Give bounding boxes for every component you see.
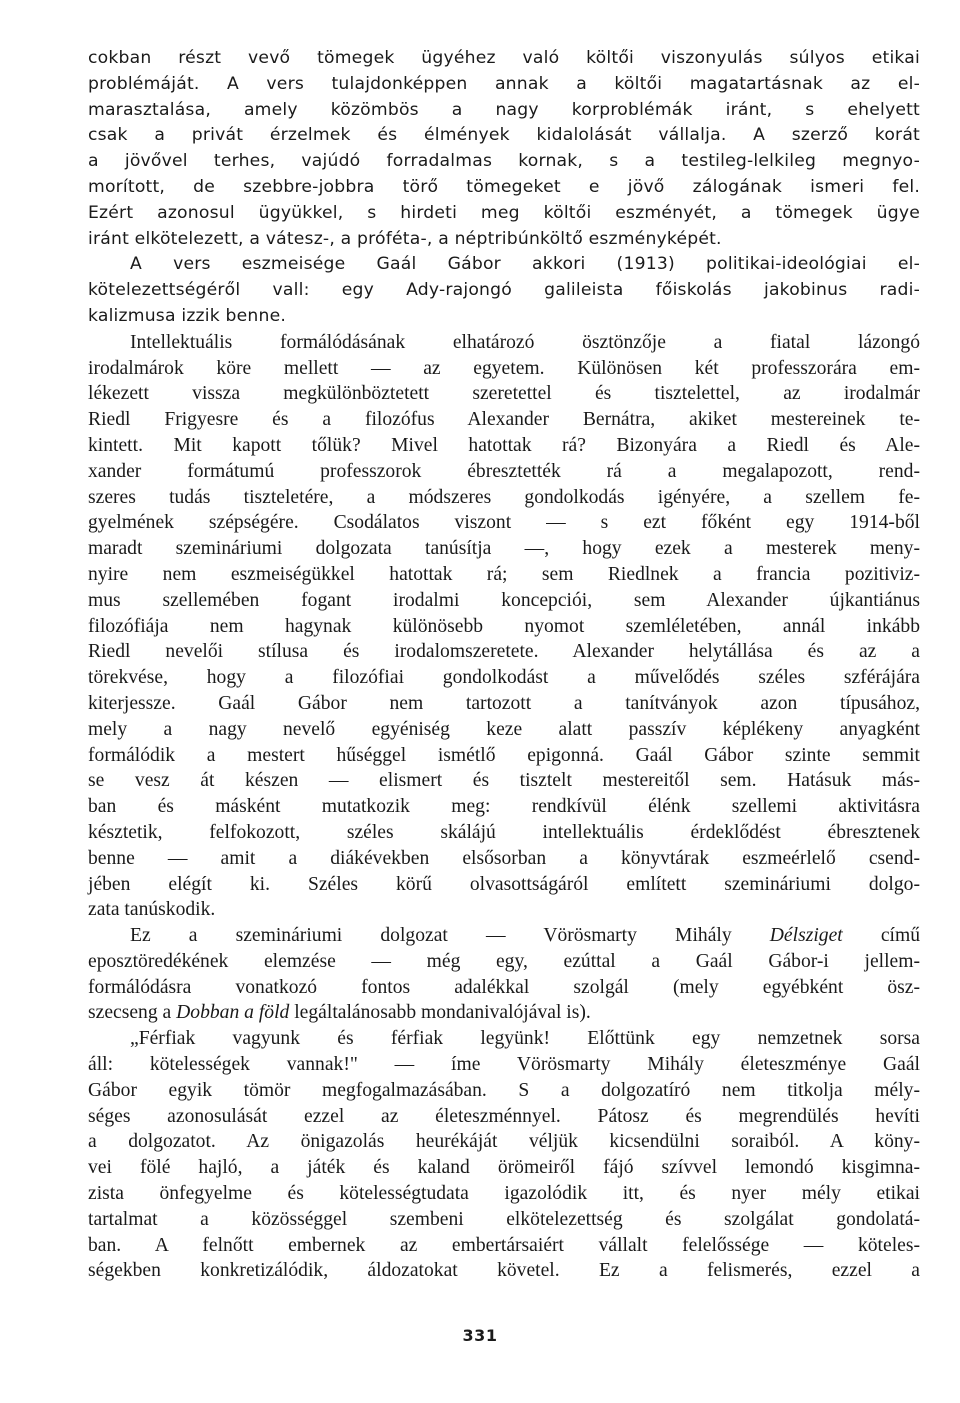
text-line: Gábor egyik tömör megfogalmazásában. S a dolgozatíró nem titkolja mély-: [88, 1079, 920, 1101]
paragraph: [88, 252, 920, 329]
text-line: áll: kötelességek vannak!" — íme Vörösmarty Mihály életeszménye Gaál: [88, 1054, 920, 1076]
text-line: tartalmat a közösséggel szembeni elkötelezettség és szolgálat gondolatá-: [88, 1208, 920, 1230]
text-line: késztetik, felfokozott, széles skálájú intellektuális érdeklődést ébresztenek: [88, 821, 920, 843]
text-line: zata tanúskodik.: [88, 899, 216, 921]
text-line: kintett. Mit kapott tőlük? Mivel hatottak rá? Bizonyára a Riedl és Ale-: [88, 434, 920, 456]
text-line: gyelmének szépségére. Csodálatos viszont — s ezt főként egy 1914-ből: [88, 512, 920, 534]
paragraph: [88, 1026, 920, 1284]
text-line: marasztalása, amely közömbös a nagy korproblémák iránt, s ehelyett: [88, 99, 920, 120]
text-line: morított, de szebbre-jobbra törő tömegeket e jövő zálogának ismeri fel.: [88, 176, 920, 197]
text-line: a jövővel terhes, vajúdó forradalmas kornak, s a testileg-lelkileg megnyo-: [88, 151, 920, 172]
text-line: problémáját. A vers tulajdonképpen annak a költői magatartásnak az el-: [88, 73, 920, 94]
text-line: „Férfiak vagyunk és férfiak legyünk! Előttünk egy nemzetnek sorsa: [130, 1028, 920, 1050]
text-line: mus szellemében fogant irodalmi koncepciói, sem Alexander újkantiánus: [88, 589, 920, 611]
text-line: törekvése, hogy a filozófiai gondolkodást a művelődés széles szférájára: [88, 667, 920, 689]
work-title: Délsziget: [769, 925, 843, 947]
text-line: xander formátumú professzorok ébresztették rá a megalapozott, rend-: [88, 460, 920, 482]
text-line: filozófiája nem hagynak különösebb nyomot szemléletében, annál inkább: [88, 615, 920, 637]
text-line: se vesz át készen — elismert és tisztelt mestereitől sem. Hatásuk más-: [88, 770, 920, 792]
text-line: zista önfegyelme és kötelességtudata igazolódik itt, és nyer mély etikai: [88, 1183, 920, 1205]
work-title: Dobban a föld: [176, 1002, 290, 1024]
text-line: ban és másként mutatkozik meg: rendkívül élénk szellemi aktivitásra: [88, 796, 920, 818]
text-line: vei fölé hajló, a játék és kaland örömeiről fájó szívvel lemondó kisgimna-: [88, 1157, 920, 1179]
page-number: 331: [462, 1326, 498, 1345]
text-line: nyire nem eszmeiségükkel hatottak rá; sem Riedlnek a francia pozitiviz-: [88, 563, 920, 585]
text-line: benne — amit a diákévekben elsősorban a könyvtárak eszmeérlelő csend-: [88, 847, 920, 869]
text-line: kötelezettségéről vall: egy Ady-rajongó galileista főiskolás jakobinus radi-: [88, 280, 920, 301]
text-line: Riedl nevelői stílusa és irodalomszeretete. Alexander helytállása és az a: [88, 641, 920, 663]
text-line: iránt elkötelezett, a vátesz-, a próféta-, a néptribúnköltő eszményképét.: [88, 228, 722, 249]
text-line: szecseng a Dobban a föld legáltalánosabb mondanivalójával is).: [88, 1002, 591, 1024]
text-line: ségekben konkretizálódik, áldozatokat követel. Ez a felismerés, ezzel a: [88, 1260, 920, 1282]
text-line: jében elégít ki. Széles körű olvasottságáról említett szemináriumi dolgo-: [88, 873, 920, 895]
text-line: Ez a szemináriumi dolgozat — Vörösmarty Mihály Délsziget című: [130, 925, 921, 947]
text-line: maradt szemináriumi dolgozata tanúsítja —, hogy ezek a mesterek meny-: [88, 538, 920, 560]
text-line: a dolgozatot. Az önigazolás heurékáját véljük kicsendülni soraiból. A köny-: [88, 1131, 920, 1153]
text-line: csak a privát érzelmek és élmények kidalolását vállalja. A szerző korát: [88, 125, 920, 146]
text-line: mely a nagy nevelő egyéniség keze alatt passzív képlékeny anyagként: [88, 718, 920, 740]
paragraph: [88, 46, 920, 252]
text-line: Ezért azonosul ügyükkel, s hirdeti meg költői eszményét, a tömegek ügye: [88, 202, 920, 223]
text-line: irodalmárok köre mellett — az egyetem. Különösen két professzorára em-: [88, 357, 920, 379]
text-line: séges azonosulását ezzel az életeszménnyel. Pátosz és megrendülés hevíti: [88, 1105, 920, 1127]
text-line: A vers eszmeisége Gaál Gábor akkori (1913) politikai-ideológiai el-: [130, 254, 920, 275]
text-line: kalizmusa izzik benne.: [88, 305, 287, 326]
text-line: szeres tudás tiszteletére, a módszeres gondolkodás igényére, a szellem fe-: [88, 486, 920, 508]
paragraph: [88, 330, 920, 923]
text-line: lékezett vissza megkülönböztetett szeretettel és tisztelettel, az irodalmár: [88, 383, 920, 405]
text-line: ban. A felnőtt embernek az embertársaiért vállalt felelőssége — köteles-: [88, 1234, 920, 1256]
text-line: kiterjessze. Gaál Gábor nem tartozott a tanítványok azon típusához,: [88, 692, 920, 714]
text-line: cokban részt vevő tömegek ügyéhez való költői viszonyulás súlyos etikai: [88, 48, 920, 68]
text-line: formálódásra vonatkozó fontos adalékkal szolgál (mely egyébként ösz-: [88, 976, 920, 998]
text-line: eposztöredékének elemzése — még egy, ezúttal a Gaál Gábor-i jellem-: [88, 950, 920, 972]
text-line: Riedl Frigyesre és a filozófus Alexander Bernátra, akiket mestereinek te-: [88, 409, 920, 431]
text-line: Intellektuális formálódásának elhatározó ösztönzője a fiatal lázongó: [130, 331, 920, 353]
document-page: [88, 46, 920, 1284]
text-line: formálódik a mestert hűséggel ismétlő epigonná. Gaál Gábor szinte semmit: [88, 744, 920, 766]
paragraph: [88, 923, 920, 1026]
